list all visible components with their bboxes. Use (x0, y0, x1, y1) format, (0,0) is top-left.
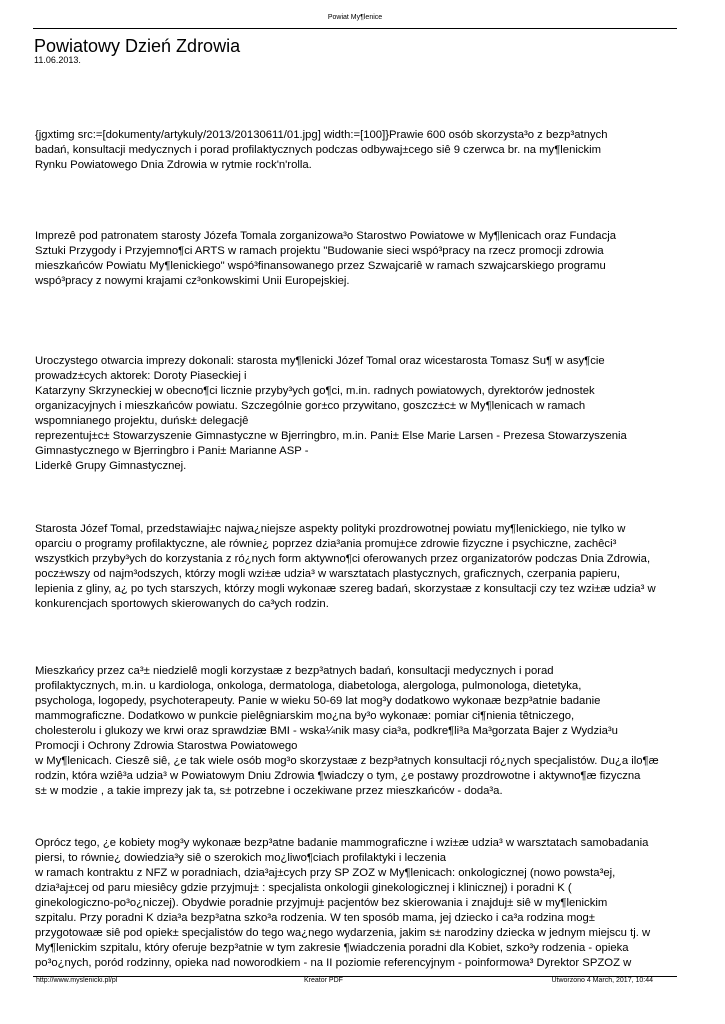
paragraph-line: Mieszkańcy przez ca³± niedzielê mogli korzystaæ z bezp³atnych badań, konsultacji medycznych i porad (35, 665, 554, 677)
page-title: Powiatowy Dzień Zdrowia (34, 36, 241, 56)
paragraph-line: {jgxtimg src:=[dokumenty/artykuly/2013/20130611/01.jpg] width:=[100]}Prawie 600 osób skorzysta³o z bezp³atnych (35, 129, 608, 141)
paragraph-line: w My¶lenicach. Cieszê siê, ¿e tak wiele osób mog³o skorzystaæ z bezp³atnych konsultacji ró¿nych specjalistów. Du¿a ilo¶æ (35, 755, 659, 767)
paragraph-line: szpitalu. Przy poradni K dzia³a bezp³atna szko³a rodzenia. W ten sposób mama, jej dziecko i ca³a rodzina mog± (35, 912, 596, 924)
paragraph-line: Promocji i Ochrony Zdrowia Starostwa Powiatowego (35, 740, 298, 752)
paragraph-line: mammograficzne. Dodatkowo w punkcie pielêgniarskim mo¿na by³o wykonaæ: pomiar ci¶nienia têtniczego, (35, 710, 575, 722)
paragraph-line: Oprócz tego, ¿e kobiety mog³y wykonaæ bezp³atne badanie mammograficzne i wzi±æ udzia³ w warsztatach samobadania (35, 837, 649, 849)
paragraph-line: przygotowaæ siê pod opiek± specjalistów do tego wa¿nego wydarzenia, jakim s± narodziny dziecka w jednym miejscu tj. w (35, 927, 651, 939)
footer-generator: Kreator PDF (304, 977, 343, 984)
paragraph-line: konkurencjach sportowych skierowanych do ca³ych rodzin. (35, 598, 329, 610)
paragraph-line: Starosta Józef Tomal, przedstawiaj±c najwa¿niejsze aspekty polityki prozdrowotnej powiatu my¶lenickiego, nie tylko w (35, 523, 626, 535)
article-date: 11.06.2013. (34, 55, 81, 65)
paragraph-line: My¶lenickim szpitalu, który oferuje bezp³atnie w tym zakresie ¶wiadczenia poradni dla Kobiet, szko³y rodzenia - opieka (35, 942, 629, 954)
article-paragraph-5 (35, 664, 685, 799)
paragraph-line: po³o¿nych, poród rodzinny, opieka nad noworodkiem - na II poziomie referencyjnym - poinformowa³ Dyrektor SPZOZ w (35, 957, 632, 969)
paragraph-line: badań, konsultacji medycznych i porad profilaktycznych podczas odbywaj±cego siê 9 czerwca br. na my¶lenickim (35, 144, 602, 156)
paragraph-line: Katarzyny Skrzyneckiej w obecno¶ci licznie przyby³ych go¶ci, m.in. radnych powiatowych, dyrektorów jednostek (35, 385, 595, 397)
paragraph-line: psychologa, logopedy, psychoterapeuty. Panie w wieku 50-69 lat mog³y dodatkowo wykonaæ bezp³atnie badanie (35, 695, 601, 707)
paragraph-line: organizacyjnych i mieszkańców powiatu. Szczególnie gor±co przywitano, goszcz±c± w My¶lenicach w ramach (35, 400, 586, 412)
paragraph-line: Imprezê pod patronatem starosty Józefa Tomala zorganizowa³o Starostwo Powiatowe w My¶lenicach oraz Fundacja (35, 230, 617, 242)
paragraph-line: wspomnianego projektu, duńsk± delegacjê (35, 415, 249, 427)
paragraph-line: mieszkańców Powiatu My¶lenickiego" wspó³finansowanego przez Szwajcariê w ramach szwajcarskiego programu (35, 260, 606, 272)
paragraph-line: reprezentuj±c± Stowarzyszenie Gimnastyczne w Bjerringbro, m.in. Pani± Else Marie Larsen - Prezesa Stowarzyszenia (35, 430, 627, 442)
paragraph-line: lepienia z gliny, a¿ po tych starszych, którzy mogli wykonaæ szereg badań, skorzystaæ z konsultacji czy tez wzi±æ udzia³ w (35, 583, 656, 595)
paragraph-line: wszystkich przyby³ych do korzystania z ró¿nych form aktywno¶ci oferowanych przez organizatorów podczas Dnia Zdrowia, (35, 553, 651, 565)
article-paragraph-6 (35, 836, 685, 971)
article-paragraph-4 (35, 522, 685, 612)
paragraph-line: s± w modzie , a takie imprezy jak ta, s± potrzebne i oczekiwane przez mieszkańców - doda³a. (35, 785, 503, 797)
paragraph-line: w ramach kontraktu z NFZ w poradniach, dzia³aj±cych przy SP ZOZ w My¶lenicach: onkologicznej (nowo powsta³ej, (35, 867, 616, 879)
paragraph-line: oparciu o programy profilaktyczne, ale równie¿ poprzez dzia³ania promuj±ce zdrowie fizyczne i psychiczne, zachêci³ (35, 538, 617, 550)
footer-created-timestamp: Utworzono 4 March, 2017, 10:44 (551, 977, 653, 984)
article-paragraph-1 (35, 128, 685, 173)
paragraph-line: rodzin, która wziê³a udzia³ w Powiatowym Dniu Zdrowia ¶wiadczy o tym, ¿e postawy prozdrowotne i aktywno¶æ fizyczna (35, 770, 641, 782)
article-paragraph-3 (35, 354, 685, 474)
paragraph-line: Sztuki Przygody i Przyjemno¶ci ARTS w ramach projektu "Budowanie sieci wspó³pracy na rzecz promocji zdrowia (35, 245, 604, 257)
article-paragraph-2 (35, 229, 685, 289)
footer-url: http://www.myslenicki.pl/pl (36, 977, 118, 984)
paragraph-line: dzia³aj±cej od paru miesiêcy gdzie przyjmuj± : specjalista onkologii ginekologicznej i klinicznej) i poradni K ( (35, 882, 572, 894)
paragraph-line: Uroczystego otwarcia imprezy dokonali: starosta my¶lenicki Józef Tomal oraz wicestarosta Tomasz Su¶ w asy¶cie (35, 355, 605, 367)
paragraph-line: cholesterolu i glukozy we krwi oraz sprawdziæ BMI - wska¼nik masy cia³a, podkre¶li³a Ma³gorzata Bajer z Wydzia³u (35, 725, 618, 737)
site-header: Powiat My¶lenice (327, 14, 383, 21)
paragraph-line: Liderkê Grupy Gimnastycznej. (35, 460, 187, 472)
paragraph-line: ginekologiczno-po³o¿niczej). Obydwie poradnie przyjmuj± pacjentów bez skierowania i znajduj± siê w my¶lenickim (35, 897, 608, 909)
paragraph-line: piersi, to równie¿ dowiedzia³y siê o szerokich mo¿liwo¶ciach profilaktyki i leczenia (35, 852, 447, 864)
header-rule (33, 28, 677, 29)
paragraph-line: profilaktycznych, m.in. u kardiologa, onkologa, dermatologa, diabetologa, alergologa, pulmonologa, dietetyka, (35, 680, 582, 692)
paragraph-line: Rynku Powiatowego Dnia Zdrowia w rytmie rock'n'rolla. (35, 159, 312, 171)
paragraph-line: Gimnastycznego w Bjerringbro i Pani± Marianne ASP - (35, 445, 309, 457)
paragraph-line: wspó³pracy z nowymi krajami cz³onkowskimi Unii Europejskiej. (35, 275, 350, 287)
paragraph-line: prowadz±cych aktorek: Doroty Piaseckiej i (35, 370, 247, 382)
paragraph-line: pocz±wszy od najm³odszych, którzy mogli wzi±æ udzia³ w warsztatach plastycznych, graficznych, czerpania papieru, (35, 568, 620, 580)
